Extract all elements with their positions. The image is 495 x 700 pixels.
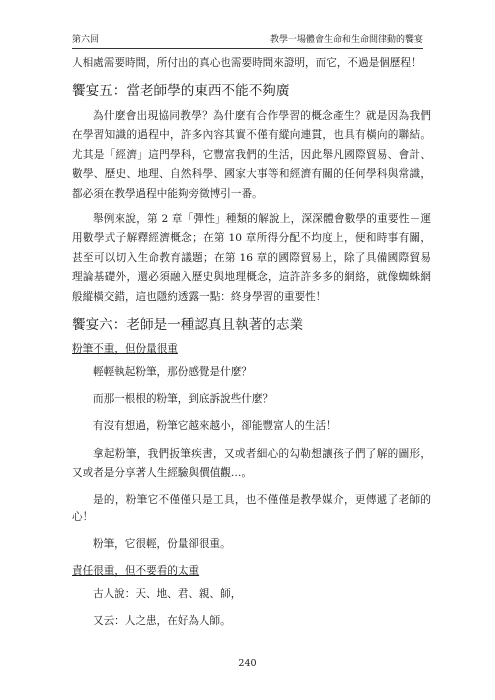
text-line: 以切入生命教育議題；在第 16 章的國際貿易上，除了具備國際貿易理論基礎外， bbox=[72, 251, 432, 284]
page-body bbox=[72, 54, 431, 636]
chalk-line: 是的，粉筆它不僅僅只是工具，也不僅僅是教學媒介，更傳遞了老師的心！ bbox=[72, 493, 431, 523]
text-line: 數學式子解釋經濟概念；在第 10 章所得分配不均度上，便和時事有關，甚至可 bbox=[72, 232, 431, 264]
chalk-line: 粉筆，它很輕，份量卻很重。 bbox=[93, 537, 231, 550]
subheading-responsibility: 責任很重，但不要看的太重 bbox=[72, 564, 200, 577]
quote-line: 又云：人之患，在好為人師。 bbox=[93, 614, 231, 627]
intro-line: 人相處需要時間，所付出的真心也需要時間來證明，而它，不過是個歷程！ bbox=[72, 57, 422, 69]
text-line: 拿起粉筆，我們扳筆疾書，又或者細心的勾勒想讓孩子們了解的圖形，又或 bbox=[72, 447, 431, 479]
chalk-line: 有沒有想過，粉筆它越來越小，卻能豐富人的生活！ bbox=[93, 419, 337, 432]
text-line: 學習知識的過程中，許多內容其實不僅有縱向連貫，也具有橫向的聯結。尤其是 bbox=[72, 129, 431, 161]
text-line: 舉例來說，第 2 章「彈性」種類的解說上，深深體會數學的重要性－運用 bbox=[72, 212, 431, 245]
subheading-chalk: 粉筆不重，但份量很重 bbox=[72, 342, 178, 355]
text-line: 地理、自然科學、國家大事等和經濟有關的任何學科與常識，都必須在教學過程 bbox=[72, 168, 431, 200]
text-line: 「經濟」這門學科，它豐富我們的生活，因此舉凡國際貿易、會計、數學、歷史、 bbox=[72, 148, 432, 181]
chalk-paragraph bbox=[72, 445, 431, 483]
text-line: 中能夠旁徵博引一番。 bbox=[156, 187, 263, 200]
chalk-line: 輕輕執起粉筆，那份感覺是什麼？ bbox=[93, 365, 252, 378]
text-line: 者是分享著人生經驗與價值觀…。 bbox=[93, 466, 253, 479]
running-header bbox=[72, 32, 423, 49]
header-title: 教學一場體會生命和生命間律動的饗宴 bbox=[269, 35, 423, 45]
text-line: 為什麼會出現協同教學？為什麼有合作學習的概念產生？就是因為我們在 bbox=[72, 109, 431, 142]
feast6-heading: 饗宴六：老師是一種認真且執著的志業 bbox=[72, 316, 304, 333]
chalk-line: 而那一根根的粉筆，到底訴說些什麼？ bbox=[93, 392, 274, 405]
page-number: 240 bbox=[238, 658, 257, 669]
header-chapter: 第六回 bbox=[72, 35, 100, 45]
quote-line: 古人說：天、地、君、親、師， bbox=[93, 587, 242, 600]
feast5-paragraph-2 bbox=[72, 210, 431, 308]
feast5-paragraph-1 bbox=[72, 107, 431, 205]
text-line: 約透露一點：終身學習的重要性！ bbox=[167, 290, 327, 303]
text-line: 還必須融入歷史與地理概念，這許許多多的網絡，就像蜘蛛網般縱橫交錯，這也隱 bbox=[72, 271, 431, 303]
feast5-heading: 饗宴五：當老師學的東西不能不夠廣 bbox=[72, 82, 290, 99]
